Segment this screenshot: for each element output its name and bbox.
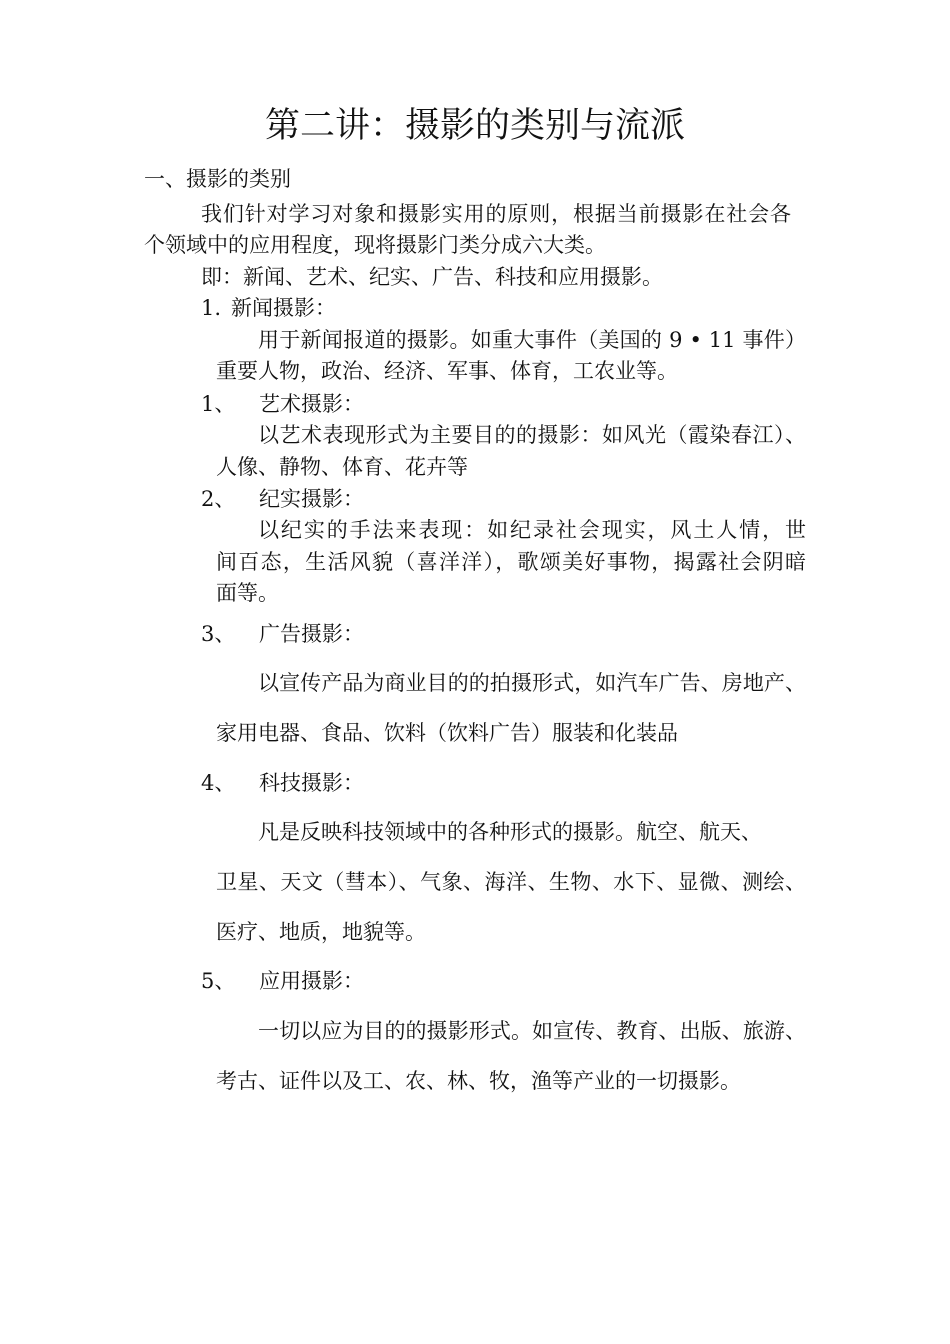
item-body-art-line-2: 人像、静物、体育、花卉等 [216, 455, 468, 479]
item-body-art-line-1: 以艺术表现形式为主要目的的摄影：如风光（霞染春江）、 [258, 423, 806, 447]
item-heading-art: 1、 艺术摄影： [201, 392, 364, 416]
item-heading-science: 4、 科技摄影： [201, 771, 364, 795]
section-heading: 一、摄影的类别 [144, 167, 291, 191]
item-body-advertising-line-2: 家用电器、食品、饮料（饮料广告）服装和化装品 [216, 721, 678, 745]
item-body-applied-line-2: 考古、证件以及工、农、林、牧，渔等产业的一切摄影。 [216, 1069, 741, 1093]
intro-paragraph-line-1: 我们针对学习对象和摄影实用的原则，根据当前摄影在社会各 [201, 202, 791, 226]
item-body-advertising-line-1: 以宣传产品为商业目的的拍摄形式，如汽车广告、房地产、 [258, 671, 806, 695]
category-summary: 即：新闻、艺术、纪实、广告、科技和应用摄影。 [201, 265, 663, 289]
item-heading-documentary: 2、 纪实摄影： [201, 487, 364, 511]
item-body-science-line-1: 凡是反映科技领域中的各种形式的摄影。航空、航天、 [258, 820, 762, 844]
item-heading-advertising: 3、 广告摄影： [201, 622, 364, 646]
item-body-science-line-2: 卫星、天文（彗本）、气象、海洋、生物、水下、显微、测绘、 [216, 870, 806, 894]
item-body-science-line-3: 医疗、地质，地貌等。 [216, 920, 426, 944]
item-body-documentary-line-2: 间百态，生活风貌（喜洋洋），歌颂美好事物，揭露社会阴暗 [216, 550, 806, 574]
item-body-documentary-line-3: 面等。 [216, 581, 279, 605]
page-title: 第二讲：摄影的类别与流派 [264, 106, 685, 146]
item-body-documentary-line-1: 以纪实的手法来表现：如纪录社会现实，风土人情，世 [258, 518, 806, 542]
item-heading-applied: 5、 应用摄影： [201, 969, 364, 993]
item-body-news-line-2: 重要人物，政治、经济、军事、体育，工农业等。 [216, 359, 678, 383]
item-heading-news: 1. 新闻摄影： [201, 296, 336, 320]
intro-paragraph-line-2: 个领域中的应用程度，现将摄影门类分成六大类。 [144, 233, 606, 257]
item-body-applied-line-1: 一切以应为目的的摄影形式。如宣传、教育、出版、旅游、 [258, 1019, 806, 1043]
item-body-news-line-1: 用于新闻报道的摄影。如重大事件（美国的 9 • 11 事件） [258, 328, 806, 352]
